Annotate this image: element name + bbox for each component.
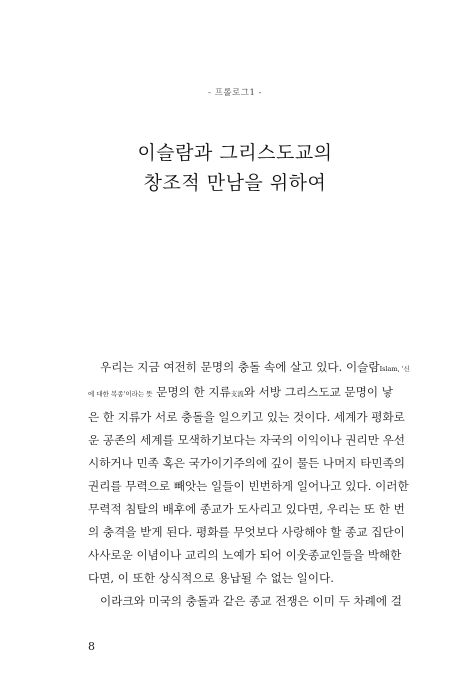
chapter-title (0, 138, 470, 198)
chapter-title-line-1: 이슬람과 그리스도교의 (137, 142, 333, 164)
text-line: 에 대한 복종'이라는 뜻 문명의 한 지류支流와 서방 그리스도교 문명이 낳 (88, 385, 393, 399)
text-line: 은 한 지류가 서로 충돌을 일으키고 있는 것이다. 세계가 평화로 (88, 410, 405, 424)
text-line: 시하거나 민족 혹은 국가이기주의에 깊이 물든 나머지 타민족의 (88, 456, 405, 470)
inline-note: Islam, '신 (379, 365, 410, 373)
inline-note: 에 대한 복종'이라는 뜻 (88, 390, 153, 398)
text-line: 사사로운 이념이나 교리의 노예가 되어 이웃종교인들을 박해한 (88, 548, 402, 562)
chapter-title-line-2: 창조적 만남을 위하여 (143, 172, 327, 194)
text-line: 우리는 지금 여전히 문명의 충돌 속에 살고 있다. 이슬람Islam, '신 (100, 360, 410, 374)
running-head: - 프롤로그1 - (208, 88, 262, 98)
body-text (88, 356, 410, 613)
text-line: 운 공존의 세계를 모색하기보다는 자국의 이익이나 권리만 우선 (88, 433, 405, 447)
text-line: 의 충격을 받게 된다. 평화를 무엇보다 사랑해야 할 종교 집단이 (88, 525, 405, 539)
text-line: 권리를 무력으로 빼앗는 일들이 빈번하게 일어나고 있다. 이러한 (88, 479, 409, 493)
text-line: 이라크와 미국의 충돌과 같은 종교 전쟁은 이미 두 차례에 걸 (100, 594, 402, 608)
page-number: 8 (88, 640, 95, 653)
text-line: 다면, 이 또한 상식적으로 용납될 수 없는 일이다. (88, 571, 334, 585)
text-line: 무력적 침탈의 배후에 종교가 도사리고 있다면, 우리는 또 한 번 (88, 502, 405, 516)
inline-note: 支流 (230, 390, 244, 398)
